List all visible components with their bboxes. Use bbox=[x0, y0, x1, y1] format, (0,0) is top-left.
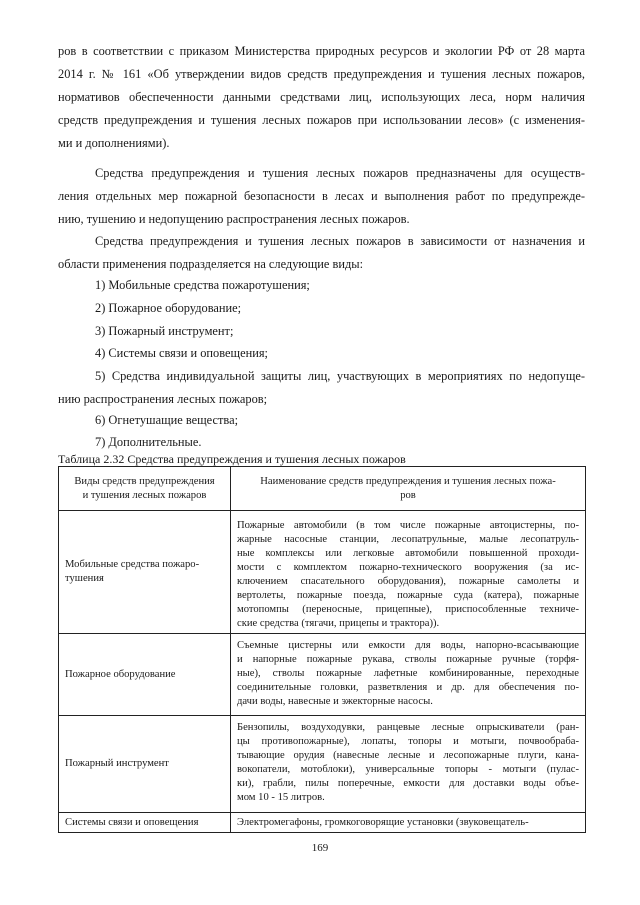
text-line: ления отдельных мер пожарной безопасности в лесах и выполнения работ по предупрежде- bbox=[58, 189, 585, 203]
text-line: области применения подразделяется на следующие виды: bbox=[58, 257, 364, 271]
header-cell-name bbox=[231, 467, 586, 511]
cell-line: Электромегафоны, громкоговорящие установки (звуковещатель- bbox=[237, 816, 529, 828]
list-item: 1) Мобильные средства пожаротушения; bbox=[95, 278, 310, 292]
type-cell bbox=[59, 634, 231, 716]
table-row bbox=[59, 511, 586, 634]
cell-line: соединительные головки, разветвления и др. для обеспечения по- bbox=[237, 682, 579, 693]
cell-line: Бензопилы, воздуходувки, ранцевые лесные опрыскиватели (ран- bbox=[237, 722, 579, 733]
page-number: 169 bbox=[311, 842, 329, 854]
cell-line: мотопомпы (переносные, прицепные), приспособленные техниче- bbox=[237, 604, 579, 615]
table-header-row bbox=[59, 467, 586, 511]
cell-line: дачи воды, навесные и эжекторные насосы. bbox=[237, 696, 433, 707]
text-line: нию, тушению и недопущению распространения лесных пожаров. bbox=[58, 212, 410, 226]
list-item: 3) Пожарный инструмент; bbox=[95, 324, 234, 338]
header-line: Виды средств предупреждения bbox=[74, 475, 215, 487]
cell-line: Съемные цистерны или емкости для воды, напорно-всасывающие bbox=[237, 640, 579, 651]
paragraph-2 bbox=[58, 162, 585, 231]
text-line: ми и дополнениями). bbox=[58, 136, 170, 150]
text-line: нию распространения лесных пожаров; bbox=[58, 392, 268, 406]
text-line: Средства предупреждения и тушения лесных пожаров предназначены для осуществ- bbox=[95, 166, 585, 180]
cell-line: тывающие орудия (навесные лесные и лесопожарные плуги, кана- bbox=[237, 750, 579, 761]
cell-line: ки), грабли, пилы поперечные, емкости для доставки воды объе- bbox=[237, 778, 579, 789]
text-line: нормативов обеспеченности данными средствами лиц, использующих леса, норм наличия bbox=[58, 90, 585, 104]
cell-line: вокопатели, мотоблоки), универсальные топоры - мотыги (пулас- bbox=[237, 764, 579, 775]
header-line: Наименование средств предупреждения и тушения лесных пожа- bbox=[260, 475, 556, 487]
cell-line: тушения bbox=[65, 573, 104, 584]
cell-line: Пожарные автомобили (в том числе пожарные автоцистерны, по- bbox=[237, 520, 579, 531]
list-item bbox=[58, 365, 585, 411]
list-item: 2) Пожарное оборудование; bbox=[95, 301, 242, 315]
type-cell bbox=[59, 813, 231, 833]
cell-line: мости с комплектом пожарно-технического вооружения (за ис- bbox=[237, 562, 579, 573]
type-cell bbox=[59, 511, 231, 634]
cell-line: ские средства (тягачи, прицепы и трактора)). bbox=[237, 618, 440, 629]
desc-cell bbox=[231, 634, 586, 716]
cell-line: и напорные пожарные рукава, стволы пожарные ручные (торфя- bbox=[237, 654, 579, 665]
table-row bbox=[59, 813, 586, 833]
paragraph-1 bbox=[58, 40, 585, 155]
cell-line: жарные насосные станции, лесопатрульные, малые лесопатруль- bbox=[237, 534, 579, 545]
cell-line: Пожарное оборудование bbox=[65, 668, 176, 680]
fire-equipment-table bbox=[58, 466, 586, 833]
list-item: 6) Огнетушащие вещества; bbox=[95, 413, 239, 427]
list-item: 7) Дополнительные. bbox=[95, 435, 202, 449]
desc-cell bbox=[231, 813, 586, 833]
text-line: средств предупреждения и тушения лесных пожаров при использовании лесов» (с изменения- bbox=[58, 113, 585, 127]
cell-line: ные), стволы пожарные лафетные комбинированные, переходные bbox=[237, 668, 579, 679]
cell-line: Мобильные средства пожаро- bbox=[65, 559, 200, 570]
paragraph-3 bbox=[58, 230, 585, 276]
list-item: 4) Системы связи и оповещения; bbox=[95, 346, 268, 360]
cell-line: Пожарный инструмент bbox=[65, 758, 169, 769]
text-line: ров в соответствии с приказом Министерства природных ресурсов и экологии РФ от 28 марта bbox=[58, 44, 585, 58]
text-line: 2014 г. № 161 «Об утверждении видов средств предупреждения и тушения лесных пожаров, bbox=[58, 67, 585, 81]
header-line: ров bbox=[400, 489, 416, 501]
table-row bbox=[59, 634, 586, 716]
type-cell bbox=[59, 716, 231, 813]
table-row bbox=[59, 716, 586, 813]
text-line: 5) Средства индивидуальной защиты лиц, участвующих в мероприятиях по недопуще- bbox=[95, 369, 585, 383]
cell-line: Системы связи и оповещения bbox=[65, 816, 199, 828]
cell-line: ные комплексы или легковые автомобили повышенной проходи- bbox=[237, 548, 579, 559]
desc-cell bbox=[231, 716, 586, 813]
cell-line: мом 10 - 15 литров. bbox=[237, 792, 325, 803]
cell-line: ключением спасательного оборудования), пожарные самолеты и bbox=[237, 576, 579, 587]
cell-line: цы противопожарные), лопаты, топоры и мотыги, почвообраба- bbox=[237, 736, 579, 747]
cell-line: вертолеты, пожарные поезда, пожарные суда (катера), пожарные bbox=[237, 590, 579, 601]
desc-cell bbox=[231, 511, 586, 634]
header-cell-type bbox=[59, 467, 231, 511]
header-line: и тушения лесных пожаров bbox=[82, 489, 207, 501]
table-caption: Таблица 2.32 Средства предупреждения и тушения лесных пожаров bbox=[58, 452, 406, 466]
text-line: Средства предупреждения и тушения лесных пожаров в зависимости от назначения и bbox=[95, 234, 585, 248]
